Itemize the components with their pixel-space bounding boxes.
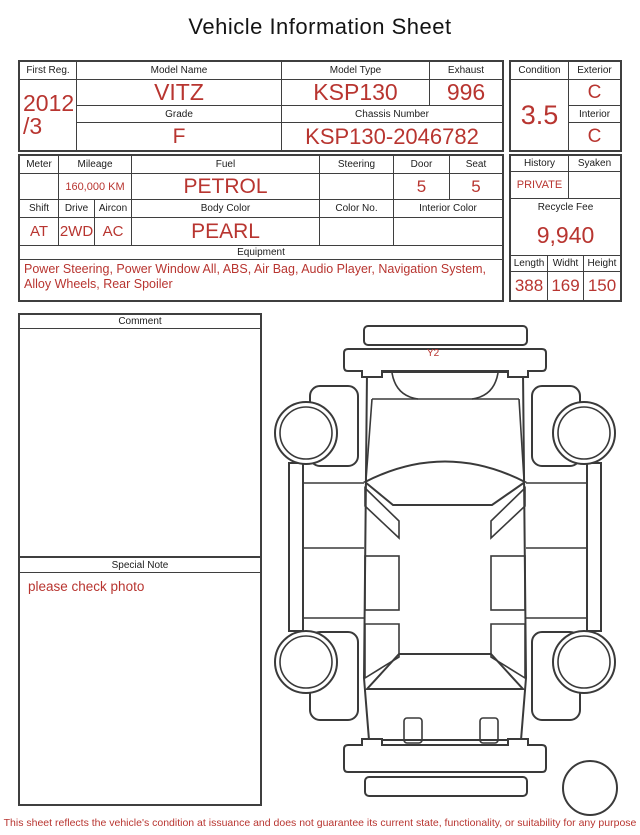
history-value: PRIVATE (511, 172, 569, 199)
exterior-label: Exterior (569, 62, 620, 80)
right-rocker-panel (587, 463, 601, 631)
left-rocker-panel (289, 463, 303, 631)
right-door-lines (526, 483, 587, 618)
spare-tire-circle (563, 761, 617, 815)
history-label: History (511, 156, 569, 172)
car-top-view (270, 310, 640, 820)
left-door-lines (303, 483, 364, 618)
page-title: Vehicle Information Sheet (188, 14, 452, 39)
syaken-value (569, 172, 620, 199)
interior-color-value (394, 218, 502, 246)
chassis-number-label: Chassis Number (282, 106, 502, 123)
aircon-value: AC (95, 218, 132, 246)
door-value: 5 (394, 174, 450, 200)
color-no-label: Color No. (320, 200, 394, 218)
body-color-value: PEARL (132, 218, 320, 246)
exhaust-value: 996 (430, 80, 502, 106)
steering-value (320, 174, 394, 200)
model-name-label: Model Name (77, 62, 282, 80)
disclaimer-text: This sheet reflects the vehicle's condition at issuance and does not guarantee its current state, functionality, or suitability for any purpose (3, 817, 637, 829)
front-bumper-bar (364, 326, 527, 345)
model-type-value: KSP130 (282, 80, 430, 106)
steering-label: Steering (320, 156, 394, 174)
interior-grade-value: C (587, 125, 602, 147)
comment-box (18, 313, 262, 558)
height-value: 150 (587, 276, 617, 295)
recycle-fee-value: 9,940 (511, 215, 620, 256)
exhaust-label: Exhaust (430, 62, 502, 80)
width-label: Widht (548, 256, 584, 272)
fuel-value: PETROL (132, 174, 320, 200)
interior-color-label: Interior Color (394, 200, 502, 218)
equipment-value: Power Steering, Power Window All, ABS, Air Bag, Audio Player, Navigation System, Alloy Wheels, Rear Spoiler (24, 262, 487, 291)
shift-value: AT (20, 218, 59, 246)
comment-label: Comment (20, 315, 260, 329)
rear-left-wheel (275, 631, 337, 693)
first-reg-month: /3 (23, 113, 43, 139)
equipment-label: Equipment (20, 246, 502, 260)
mileage-value: 160,000 KM (59, 174, 132, 200)
length-value: 388 (511, 272, 548, 300)
meter-label: Meter (20, 156, 59, 174)
rear-bumper (344, 739, 546, 772)
first-reg-value (20, 80, 77, 150)
grade-label: Grade (77, 106, 282, 123)
registration-table (18, 60, 504, 152)
condition-panel (509, 60, 622, 152)
model-type-label: Model Type (282, 62, 430, 80)
first-reg-label: First Reg. (20, 62, 77, 80)
grade-value: F (77, 123, 282, 150)
rear-bumper-bar (365, 777, 527, 796)
door-label: Door (394, 156, 450, 174)
interior-label: Interior (569, 106, 620, 123)
width-value: 169 (548, 272, 584, 300)
history-panel (509, 154, 622, 302)
color-no-value (320, 218, 394, 246)
syaken-label: Syaken (569, 156, 620, 172)
front-left-wheel (275, 402, 337, 464)
damage-annotation-y2: Y2 (427, 348, 440, 359)
seat-value: 5 (450, 174, 502, 200)
length-label: Length (511, 256, 548, 272)
aircon-label: Aircon (95, 200, 132, 218)
fuel-label: Fuel (132, 156, 320, 174)
first-reg-year: 2012 (23, 89, 75, 116)
model-name-value: VITZ (77, 80, 282, 106)
car-damage-diagram (270, 310, 640, 820)
special-note-box (18, 558, 262, 806)
rear-right-wheel (553, 631, 615, 693)
body-color-label: Body Color (132, 200, 320, 218)
mileage-label: Mileage (59, 156, 132, 174)
seat-label: Seat (450, 156, 502, 174)
comment-text (20, 329, 260, 554)
special-note-label: Special Note (20, 558, 260, 573)
spec-table (18, 154, 504, 302)
recycle-fee-label: Recycle Fee (537, 201, 594, 213)
height-label: Height (584, 256, 620, 272)
drive-value: 2WD (59, 218, 95, 246)
chassis-number-value: KSP130-2046782 (305, 123, 479, 149)
shift-label: Shift (20, 200, 59, 218)
condition-label: Condition (511, 62, 569, 80)
condition-value: 3.5 (511, 80, 569, 150)
special-note-text: please check photo (28, 579, 145, 594)
meter-value (20, 174, 59, 200)
exterior-grade-value: C (569, 80, 620, 106)
drive-label: Drive (59, 200, 95, 218)
front-right-wheel (553, 402, 615, 464)
